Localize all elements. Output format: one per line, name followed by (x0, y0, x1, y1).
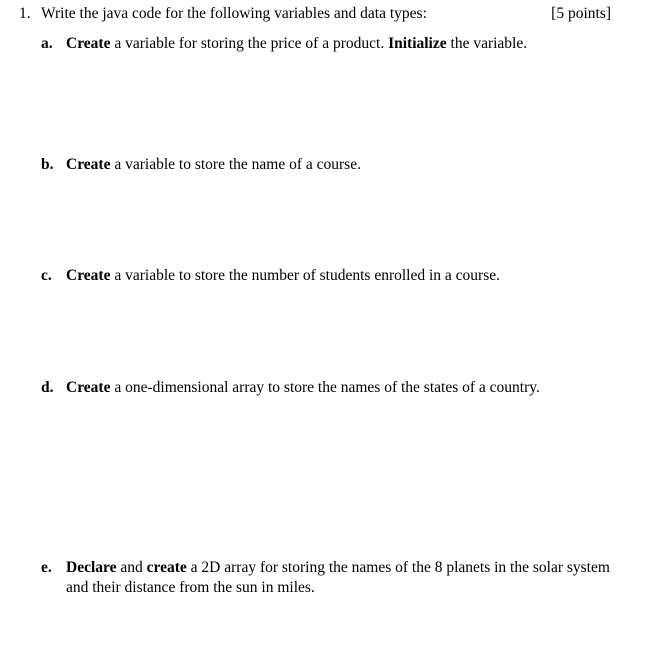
sub-question-letter: b. (41, 156, 54, 173)
sub-question-text: Create a variable to store the name of a course. (66, 156, 361, 173)
action-verb-2: create (146, 559, 187, 576)
sub-question-text: Create a one-dimensional array to store the names of the states of a country. (66, 379, 540, 396)
action-verb: Create (66, 379, 111, 396)
action-verb: Declare (66, 559, 117, 576)
action-verb: Create (66, 267, 111, 284)
sub-question-letter: c. (41, 267, 52, 284)
sub-question-text: Create a variable for storing the price of a product. Initialize the variable. (66, 35, 528, 52)
sub-question-text: Create a variable to store the number of students enrolled in a course. (66, 267, 500, 284)
action-verb: Create (66, 156, 111, 173)
action-verb-2: Initialize (388, 35, 447, 52)
question-number: 1. (19, 5, 31, 22)
sub-question-letter: a. (41, 35, 53, 52)
question-prompt: Write the java code for the following variables and data types: (41, 5, 427, 22)
action-verb: Create (66, 35, 111, 52)
question-points: [5 points] (551, 5, 611, 22)
sub-question-text: Declare and create a 2D array for storing the names of the 8 planets in the solar system and their distance from the sun in miles. (66, 559, 610, 596)
question-header (19, 5, 611, 25)
sub-question-letter: e. (41, 559, 52, 576)
sub-question-letter: d. (41, 379, 54, 396)
